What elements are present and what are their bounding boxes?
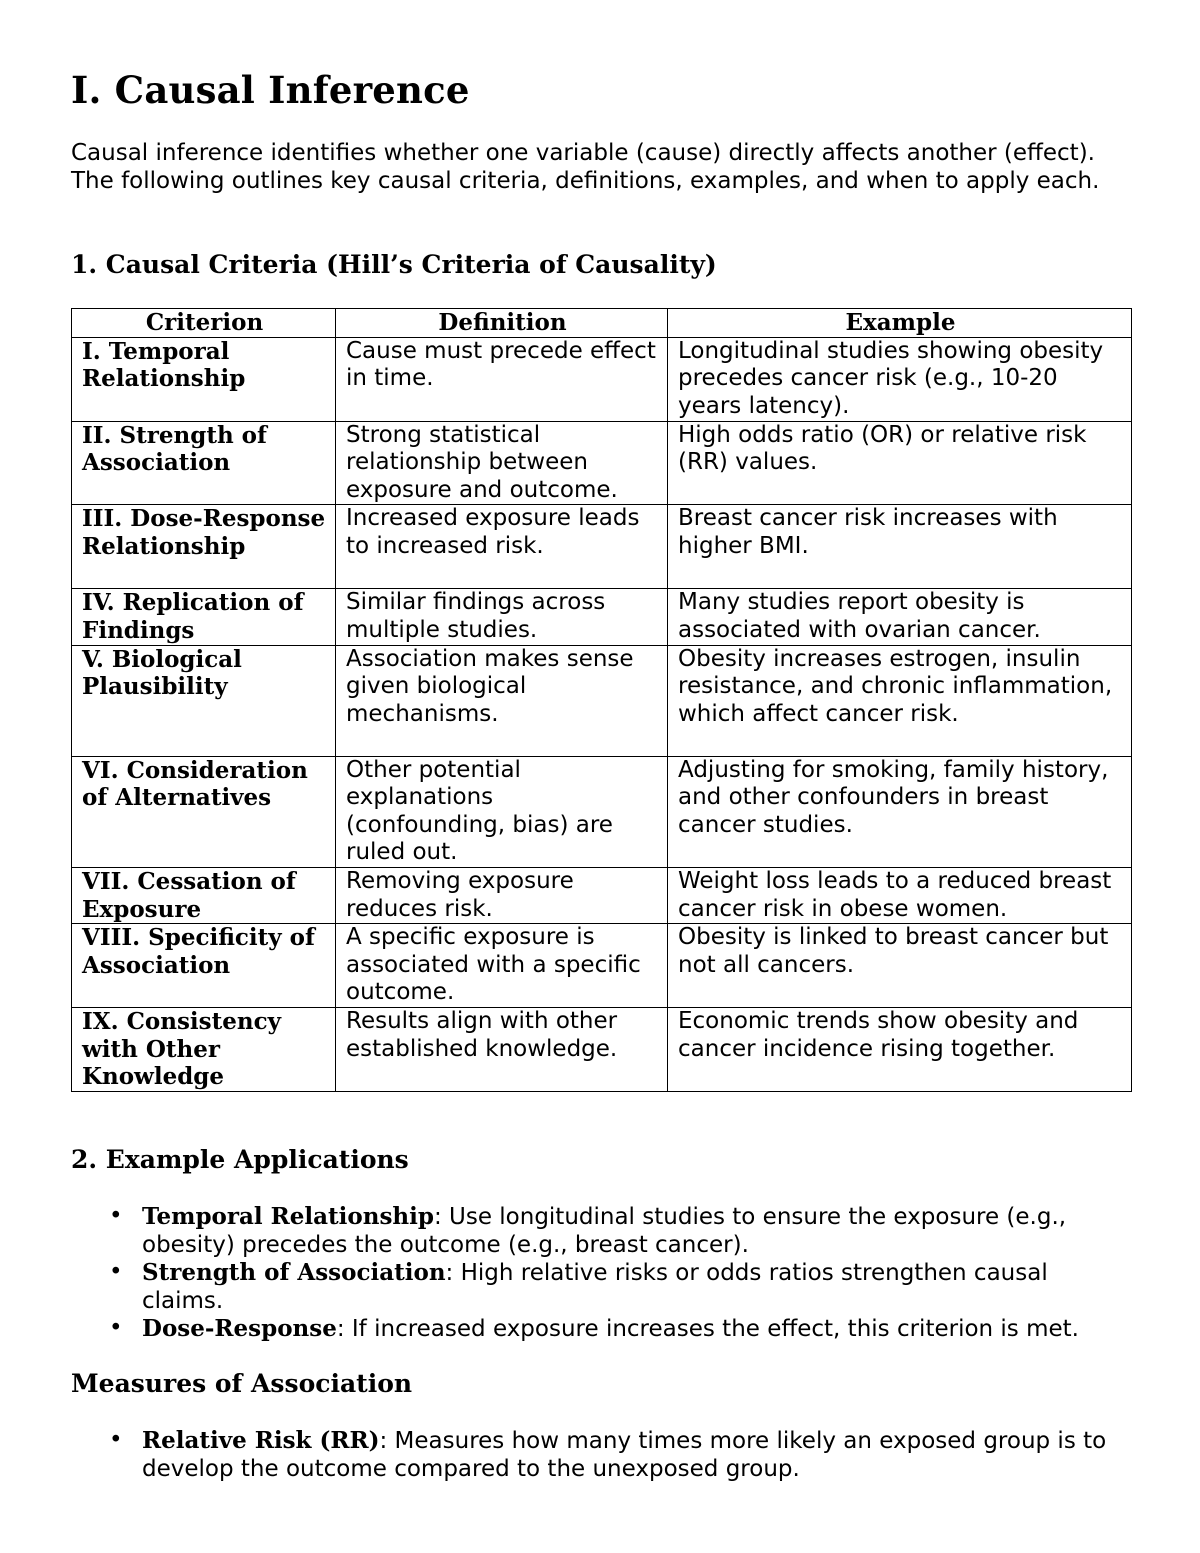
list-item-text: : Use longitudinal studies to ensure the exposure (e.g., obesity) precedes the outcome (e.g., breast cancer).: [142, 1204, 1067, 1258]
definition-cell: Association makes sense given biological mechanisms.: [336, 645, 668, 756]
criterion-cell: VIII. Specificity of Association: [72, 924, 336, 1008]
example-cell: Adjusting for smoking, family history, and other confounders in breast cancer studies.: [668, 756, 1132, 867]
intro-paragraph: Causal inference identifies whether one variable (cause) directly affects another (effect). The following outlines key causal criteria, definitions, examples, and when to apply each.: [71, 140, 1100, 194]
table-row: [72, 421, 1132, 505]
criterion-cell: VII. Cessation of Exposure: [72, 867, 336, 923]
example-cell: Longitudinal studies showing obesity precedes cancer risk (e.g., 10-20 years latency).: [668, 337, 1132, 421]
example-cell: Many studies report obesity is associated with ovarian cancer.: [668, 589, 1132, 645]
list-item-text: : Measures how many times more likely an exposed group is to develop the outcome compared to the unexposed group.: [142, 1428, 1107, 1482]
criterion-cell: IX. Consistency with Other Knowledge: [72, 1008, 336, 1092]
list-item: [71, 1259, 1131, 1315]
example-cell: Obesity increases estrogen, insulin resistance, and chronic inflammation, which affect cancer risk.: [668, 645, 1132, 756]
section-heading-criteria: 1. Causal Criteria (Hill’s Criteria of Causality): [71, 250, 717, 279]
list-item: [71, 1427, 1131, 1483]
column-header-example: Example: [668, 309, 1132, 338]
bullet-icon: •: [109, 1315, 123, 1342]
criterion-cell: IV. Replication of Findings: [72, 589, 336, 645]
table-row: [72, 867, 1132, 923]
criterion-cell: I. Temporal Relationship: [72, 337, 336, 421]
bullet-icon: •: [109, 1203, 123, 1229]
definition-cell: Strong statistical relationship between exposure and outcome.: [336, 421, 668, 505]
list-item-term: Dose-Response: [142, 1315, 337, 1343]
criteria-table: [71, 308, 1132, 1092]
measures-list: [71, 1427, 1131, 1483]
definition-cell: Similar findings across multiple studies.: [336, 589, 668, 645]
bullet-icon: •: [109, 1427, 123, 1453]
column-header-definition: Definition: [336, 309, 668, 338]
example-cell: Obesity is linked to breast cancer but not all cancers.: [668, 924, 1132, 1008]
list-item-text: : If increased exposure increases the effect, this criterion is met.: [336, 1316, 1079, 1343]
list-item-term: Relative Risk (RR): [142, 1427, 380, 1454]
table-row: [72, 505, 1132, 589]
criterion-cell: VI. Consideration of Alternatives: [72, 756, 336, 867]
section-heading-example-applications: 2. Example Applications: [71, 1145, 409, 1174]
definition-cell: Removing exposure reduces risk.: [336, 867, 668, 923]
definition-cell: A specific exposure is associated with a specific outcome.: [336, 924, 668, 1008]
definition-cell: Other potential explanations (confounding, bias) are ruled out.: [336, 756, 668, 867]
table-row: [72, 756, 1132, 867]
criterion-cell: II. Strength of Association: [72, 421, 336, 505]
bullet-icon: •: [109, 1259, 123, 1286]
list-item: [71, 1203, 1131, 1259]
list-item: [71, 1315, 1131, 1344]
definition-cell: Results align with other established knowledge.: [336, 1008, 668, 1092]
list-item-term: Temporal Relationship: [142, 1203, 434, 1230]
column-header-criterion: Criterion: [72, 309, 336, 338]
table-row: [72, 589, 1132, 645]
table-row: [72, 337, 1132, 421]
definition-cell: Cause must precede effect in time.: [336, 337, 668, 421]
table-row: [72, 645, 1132, 756]
table-row: [72, 924, 1132, 1008]
page-title: I. Causal Inference: [71, 68, 470, 112]
table-row: [72, 1008, 1132, 1092]
example-cell: Breast cancer risk increases with higher BMI.: [668, 505, 1132, 589]
section-heading-measures-of-association: Measures of Association: [71, 1369, 413, 1398]
example-cell: High odds ratio (OR) or relative risk (RR) values.: [668, 421, 1132, 505]
table-header-row: [72, 309, 1132, 338]
example-cell: Weight loss leads to a reduced breast cancer risk in obese women.: [668, 867, 1132, 923]
example-cell: Economic trends show obesity and cancer incidence rising together.: [668, 1008, 1132, 1092]
definition-cell: Increased exposure leads to increased risk.: [336, 505, 668, 589]
list-item-term: Strength of Association: [142, 1259, 446, 1287]
example-applications-list: [71, 1203, 1131, 1344]
criterion-cell: III. Dose-Response Relationship: [72, 505, 336, 589]
list-item-text: : High relative risks or odds ratios strengthen causal claims.: [142, 1260, 1048, 1314]
criterion-cell: V. Biological Plausibility: [72, 645, 336, 756]
